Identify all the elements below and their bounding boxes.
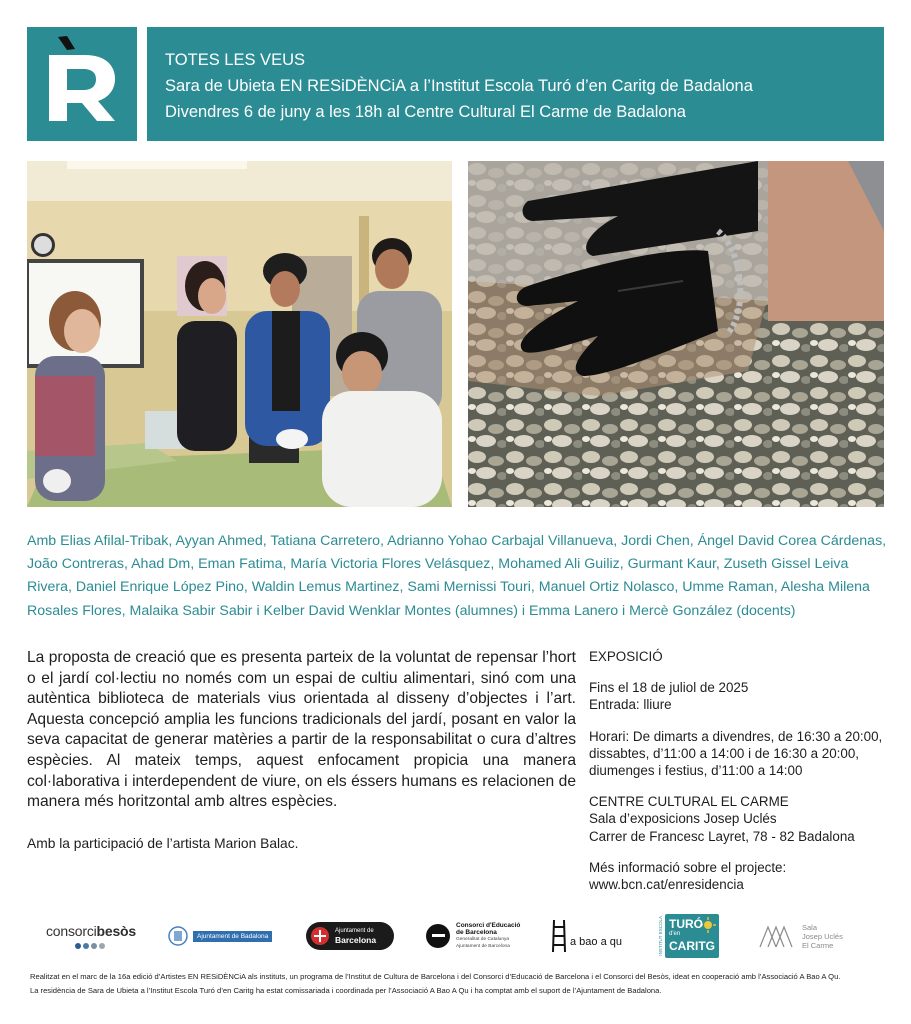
barcelona-shield-icon — [310, 926, 330, 946]
header-banner — [147, 27, 884, 141]
ladder-icon — [550, 919, 568, 953]
barcelona-label-a: Ajuntament de — [335, 928, 374, 934]
exhibition-entry: Entrada: lliure — [589, 697, 672, 713]
ucles-label-c: El Carme — [802, 940, 834, 950]
header-title: TOTES LES VEUS — [165, 51, 305, 69]
footer-notes — [30, 970, 890, 997]
venue-name: CENTRE CULTURAL EL CARME — [589, 794, 789, 810]
consorci-educacio-icon — [425, 923, 451, 949]
ceb-label-b: de Barcelona — [456, 929, 497, 936]
sala-ucles-logo — [758, 912, 843, 960]
venue-address: Carrer de Francesc Layret, 78 - 82 Badalona — [589, 828, 855, 844]
turo-label-a: TURÓ — [669, 917, 703, 931]
exhibition-hours-weekdays: Horari: De dimarts a divendres, de 16:30 a 20:00, — [589, 728, 883, 744]
consorci-educacio-logo — [425, 912, 520, 960]
sponsor-logos — [40, 912, 885, 960]
header-date: Divendres 6 de juny a les 18h al Centre Cultural El Carme de Badalona — [165, 103, 686, 121]
footer-line-2: La residència de Sara de Ubieta a l’Institut Escola Turó d’en Caritg ha estat comissariada i coordinada per l’Associació A Bao A Qu i ha comptat amb el suport de l’Ajuntament de Badalona. — [30, 985, 662, 995]
barcelona-label-b: Barcelona — [335, 935, 377, 945]
venue-room: Sala d’exposicions Josep Uclés — [589, 811, 777, 827]
abaoaqu-label: a bao a qu — [570, 936, 622, 948]
exhibition-hours-sunday: diumenges i festius, d’11:00 a 14:00 — [589, 763, 803, 779]
turo-label-c: CARITG — [669, 939, 715, 953]
residencia-logo — [27, 27, 137, 141]
footer-line-1: Realitzat en el marc de la 16a edició d’Artistes EN RESiDÈNCiA als instituts, un programa de l’Institut de Cultura de Barcelona i del Consorci d’Educació de Barcelona i el Consorci del Besòs, ideat en cooperació amb l’Associació A Bao A Qu. — [30, 972, 841, 981]
badalona-label: Ajuntament de Badalona — [193, 931, 272, 942]
project-description: La proposta de creació que es presenta parteix de la voluntat de repensar l’hort o el jardí col·lectiu no només com un espai de cultiu alimentari, sinó com una autèntica biblioteca de materials vius orientada al disseny d’objectes i l’art. Aquesta concepció amplia les funcions tradicionals del jardí, posant en valor la seva capacitat de generar matèries a partir de la responsabilitat o cura d’altres espècies. Al mateix temps, aquest enfocament propicia una manera col·laborativa i interdependent de viure, on els éssers humans es relacionen de manera més horitzontal amb altres espècies. — [27, 649, 576, 811]
exhibition-heading: EXPOSICIÓ — [589, 649, 663, 664]
header-subtitle: Sara de Ubieta EN RESiDÈNCiA a l’Institut Escola Turó d’en Caritg de Badalona — [165, 77, 753, 95]
turo-side-label: INSTITUT ESCOLA — [658, 916, 663, 956]
abaoaqu-logo — [550, 912, 622, 960]
turo-caritg-logo — [658, 912, 719, 960]
besos-text-b: besòs — [96, 922, 136, 939]
artist-credit: Amb la participació de l’artista Marion Balac. — [27, 836, 299, 851]
barcelona-logo — [306, 912, 394, 960]
ucles-label-a: Sala — [802, 922, 818, 932]
turo-label-b: d'en — [669, 931, 681, 937]
badalona-shield-icon — [168, 926, 188, 946]
ucles-mark-icon — [758, 923, 798, 949]
badalona-logo — [168, 912, 272, 960]
classroom-photo — [27, 161, 452, 507]
besos-dots-icon — [74, 942, 114, 950]
participants-list: Amb Elias Afilal-Tribak, Ayyan Ahmed, Tatiana Carretero, Adrianno Yohao Carbajal Villanueva, Jordi Chen, Ángel David Corea Cárdenas, João Contreras, Ahad Dm, Eman Fatima, María Victoria Flores Velásquez, Mohamed Ali Guiliz, Gurmant Kaur, Zuseth Gissel Leiva Rivera, Daniel Enrique López Pino, Waldin Lemus Martinez, Sami Mernissi Touri, Manuel Ortiz Nolasco, Umme Raman, Alesha Milena Rosales Flores, Malaika Sabir Sabir i Kelber David Wenklar Montes (alumnes) i Emma Lanero i Mercè González (docents) — [27, 533, 887, 619]
more-info-label: Més informació sobre el projecte: — [589, 859, 787, 875]
besos-text-a: consorci — [46, 922, 97, 939]
ceb-label-a: Consorci d'Educació — [456, 922, 521, 929]
consorci-besos-logo — [46, 912, 136, 960]
ceb-label-c: Generalitat de Catalunya — [456, 937, 510, 942]
project-url-link[interactable]: www.bcn.cat/enresidencia — [589, 877, 744, 893]
gloves-photo — [468, 161, 884, 507]
ucles-label-b: Josep Uclés — [802, 931, 843, 941]
exhibition-hours-saturday: dissabtes, d’11:00 a 14:00 i de 16:30 a 20:00, — [589, 745, 860, 761]
exhibition-dates: Fins el 18 de juliol de 2025 — [589, 680, 749, 696]
r-logo-icon — [27, 27, 137, 141]
ceb-label-d: Ajuntament de Barcelona — [456, 944, 510, 949]
exhibition-info — [589, 648, 889, 893]
